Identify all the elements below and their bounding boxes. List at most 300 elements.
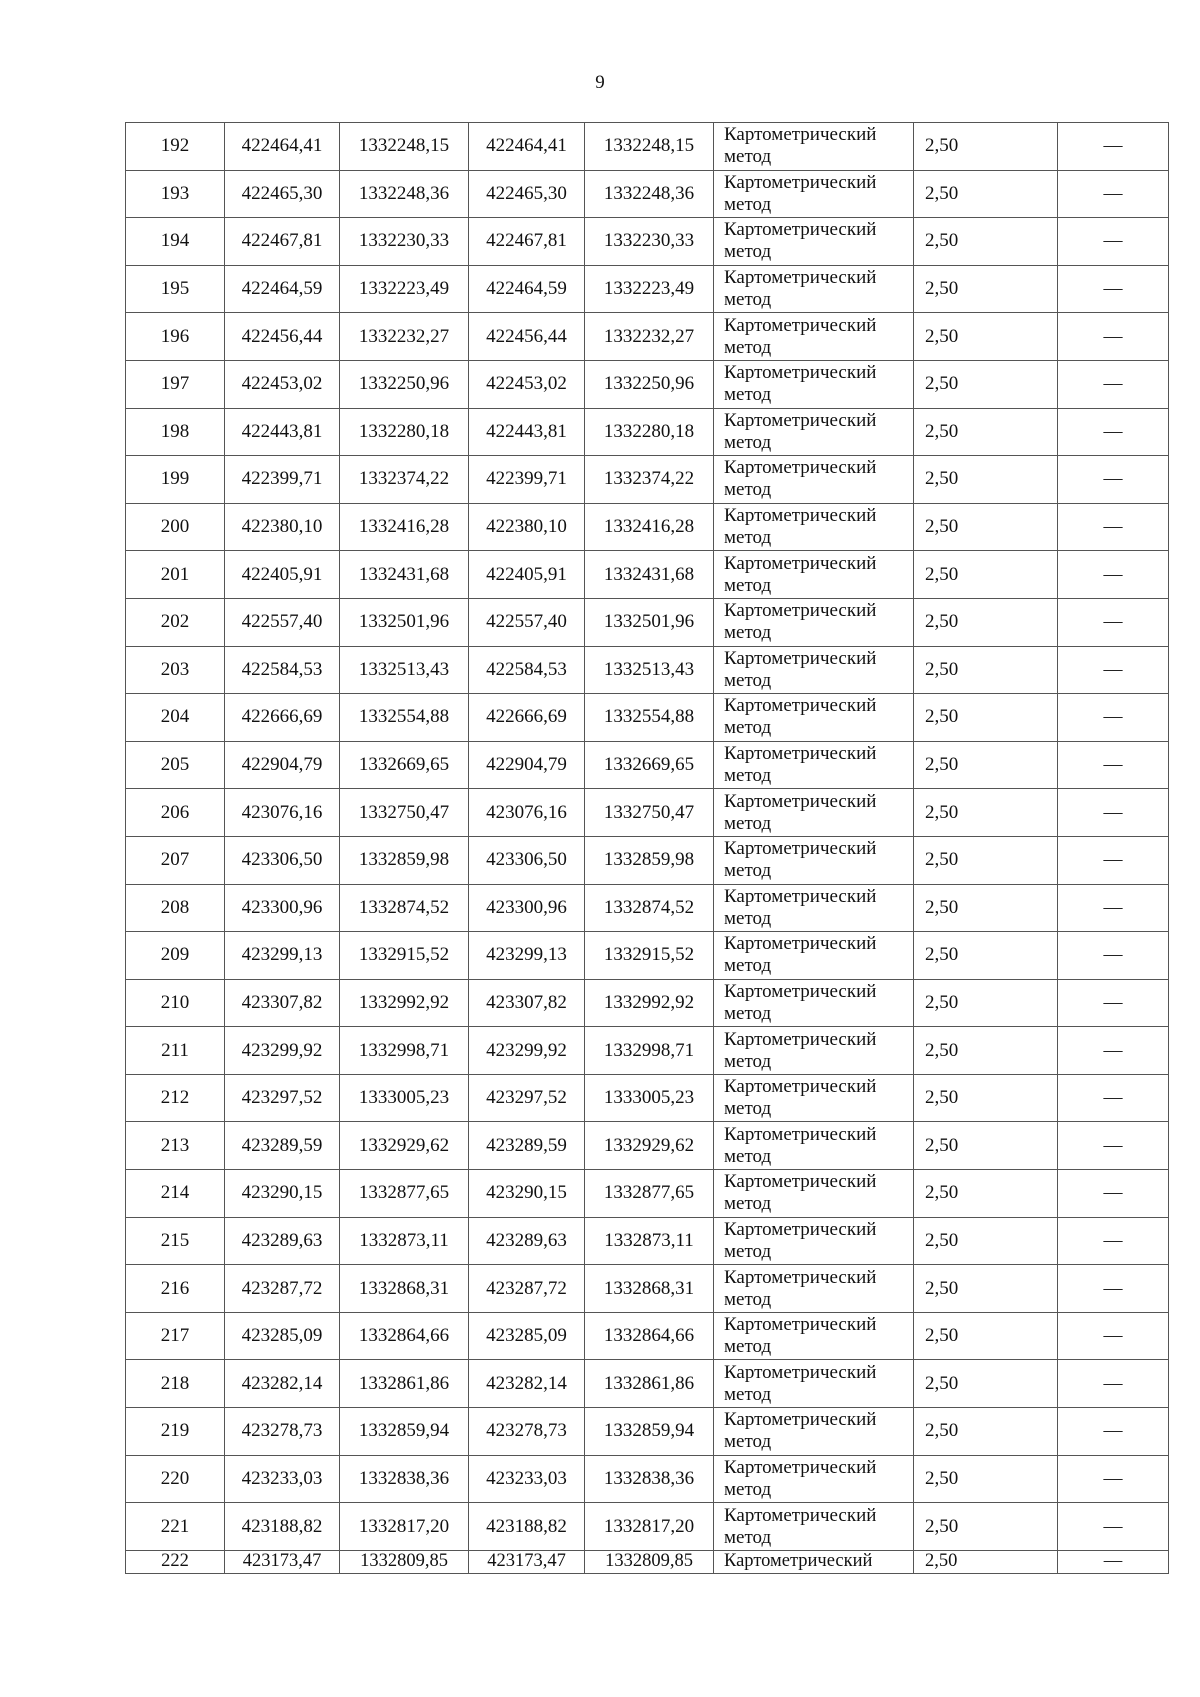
method-cell bbox=[714, 360, 914, 408]
new-y-cell: 1332877,65 bbox=[585, 1170, 714, 1218]
method-line-1: Картометрический bbox=[724, 790, 877, 812]
method-line-2: метод bbox=[724, 622, 772, 644]
method-line-2: метод bbox=[724, 527, 772, 549]
existing-x-cell: 423282,14 bbox=[225, 1360, 340, 1408]
description-cell: — bbox=[1058, 1217, 1169, 1265]
method-line-2: метод bbox=[724, 669, 772, 691]
method-line-2: метод bbox=[724, 717, 772, 739]
method-cell bbox=[714, 503, 914, 551]
point-number-cell: 221 bbox=[126, 1503, 225, 1551]
new-x-cell: 423278,73 bbox=[469, 1408, 585, 1456]
existing-x-cell: 423278,73 bbox=[225, 1408, 340, 1456]
point-number-cell: 204 bbox=[126, 694, 225, 742]
accuracy-cell: 2,50 bbox=[914, 170, 1058, 218]
existing-y-cell: 1332248,15 bbox=[340, 123, 469, 171]
existing-x-cell: 423306,50 bbox=[225, 836, 340, 884]
table-row bbox=[126, 789, 1169, 837]
method-cell bbox=[714, 789, 914, 837]
existing-y-cell: 1332232,27 bbox=[340, 313, 469, 361]
accuracy-cell: 2,50 bbox=[914, 884, 1058, 932]
new-y-cell: 1332915,52 bbox=[585, 932, 714, 980]
description-cell: — bbox=[1058, 456, 1169, 504]
method-line-1: Картометрический bbox=[724, 600, 877, 622]
new-x-cell: 423290,15 bbox=[469, 1170, 585, 1218]
point-number-cell: 205 bbox=[126, 741, 225, 789]
method-cell bbox=[714, 265, 914, 313]
existing-y-cell: 1332873,11 bbox=[340, 1217, 469, 1265]
new-y-cell: 1332232,27 bbox=[585, 313, 714, 361]
description-cell: — bbox=[1058, 1503, 1169, 1551]
new-x-cell: 422467,81 bbox=[469, 218, 585, 266]
existing-x-cell: 423289,59 bbox=[225, 1122, 340, 1170]
table-row bbox=[126, 932, 1169, 980]
method-line-2: метод bbox=[724, 574, 772, 596]
point-number-cell: 215 bbox=[126, 1217, 225, 1265]
existing-x-cell: 422453,02 bbox=[225, 360, 340, 408]
method-cell bbox=[714, 694, 914, 742]
table-row bbox=[126, 1074, 1169, 1122]
existing-x-cell: 423300,96 bbox=[225, 884, 340, 932]
point-number-cell: 203 bbox=[126, 646, 225, 694]
existing-x-cell: 422399,71 bbox=[225, 456, 340, 504]
method-cell bbox=[714, 170, 914, 218]
new-x-cell: 423076,16 bbox=[469, 789, 585, 837]
description-cell: — bbox=[1058, 836, 1169, 884]
point-number-cell: 200 bbox=[126, 503, 225, 551]
method-line-1: Картометрический bbox=[724, 505, 877, 527]
method-line-1: Картометрический bbox=[724, 933, 877, 955]
method-line-1: Картометрический bbox=[724, 695, 877, 717]
accuracy-cell: 2,50 bbox=[914, 265, 1058, 313]
method-line-1: Картометрический bbox=[724, 1218, 877, 1240]
table-row bbox=[126, 1408, 1169, 1456]
description-cell: — bbox=[1058, 170, 1169, 218]
existing-x-cell: 422380,10 bbox=[225, 503, 340, 551]
new-y-cell: 1332374,22 bbox=[585, 456, 714, 504]
method-cell bbox=[714, 1550, 914, 1573]
existing-x-cell: 422443,81 bbox=[225, 408, 340, 456]
existing-y-cell: 1332501,96 bbox=[340, 598, 469, 646]
description-cell: — bbox=[1058, 598, 1169, 646]
description-cell: — bbox=[1058, 503, 1169, 551]
existing-y-cell: 1332554,88 bbox=[340, 694, 469, 742]
new-y-cell: 1333005,23 bbox=[585, 1074, 714, 1122]
new-y-cell: 1332230,33 bbox=[585, 218, 714, 266]
new-y-cell: 1332873,11 bbox=[585, 1217, 714, 1265]
point-number-cell: 195 bbox=[126, 265, 225, 313]
method-line-1: Картометрический bbox=[724, 1171, 877, 1193]
description-cell: — bbox=[1058, 360, 1169, 408]
table-row bbox=[126, 360, 1169, 408]
point-number-cell: 201 bbox=[126, 551, 225, 599]
description-cell: — bbox=[1058, 1360, 1169, 1408]
table-row bbox=[126, 741, 1169, 789]
method-cell bbox=[714, 646, 914, 694]
existing-x-cell: 422405,91 bbox=[225, 551, 340, 599]
method-cell bbox=[714, 456, 914, 504]
existing-y-cell: 1332998,71 bbox=[340, 1027, 469, 1075]
accuracy-cell: 2,50 bbox=[914, 646, 1058, 694]
new-x-cell: 422453,02 bbox=[469, 360, 585, 408]
point-number-cell: 199 bbox=[126, 456, 225, 504]
new-y-cell: 1332750,47 bbox=[585, 789, 714, 837]
accuracy-cell: 2,50 bbox=[914, 408, 1058, 456]
description-cell: — bbox=[1058, 694, 1169, 742]
method-line-1: Картометрический bbox=[724, 1314, 877, 1336]
method-line-2: метод bbox=[724, 907, 772, 929]
new-x-cell: 422405,91 bbox=[469, 551, 585, 599]
existing-x-cell: 422464,59 bbox=[225, 265, 340, 313]
description-cell: — bbox=[1058, 408, 1169, 456]
existing-x-cell: 423233,03 bbox=[225, 1455, 340, 1503]
method-line-1: Картометрический bbox=[724, 838, 877, 860]
existing-y-cell: 1332230,33 bbox=[340, 218, 469, 266]
method-cell bbox=[714, 884, 914, 932]
point-number-cell: 193 bbox=[126, 170, 225, 218]
table-row bbox=[126, 1265, 1169, 1313]
new-y-cell: 1332817,20 bbox=[585, 1503, 714, 1551]
existing-y-cell: 1332817,20 bbox=[340, 1503, 469, 1551]
table-row bbox=[126, 1550, 1169, 1573]
existing-y-cell: 1332513,43 bbox=[340, 646, 469, 694]
method-line-1: Картометрический bbox=[724, 314, 877, 336]
new-x-cell: 423285,09 bbox=[469, 1312, 585, 1360]
table-row bbox=[126, 694, 1169, 742]
existing-x-cell: 423299,92 bbox=[225, 1027, 340, 1075]
description-cell: — bbox=[1058, 551, 1169, 599]
accuracy-cell: 2,50 bbox=[914, 503, 1058, 551]
accuracy-cell: 2,50 bbox=[914, 1408, 1058, 1456]
point-number-cell: 216 bbox=[126, 1265, 225, 1313]
table-row bbox=[126, 503, 1169, 551]
existing-y-cell: 1332431,68 bbox=[340, 551, 469, 599]
new-y-cell: 1332501,96 bbox=[585, 598, 714, 646]
new-x-cell: 423299,92 bbox=[469, 1027, 585, 1075]
description-cell: — bbox=[1058, 1170, 1169, 1218]
existing-y-cell: 1332669,65 bbox=[340, 741, 469, 789]
existing-y-cell: 1332838,36 bbox=[340, 1455, 469, 1503]
method-line-2: метод bbox=[724, 289, 772, 311]
description-cell: — bbox=[1058, 313, 1169, 361]
method-line-2: метод bbox=[724, 336, 772, 358]
table-row bbox=[126, 456, 1169, 504]
existing-y-cell: 1332877,65 bbox=[340, 1170, 469, 1218]
page-number: 9 bbox=[595, 72, 605, 93]
method-line-1: Картометрический bbox=[724, 219, 877, 241]
method-line-1: Картометрический bbox=[724, 1504, 877, 1526]
table-row bbox=[126, 884, 1169, 932]
new-y-cell: 1332513,43 bbox=[585, 646, 714, 694]
table-row bbox=[126, 646, 1169, 694]
method-line-2: метод bbox=[724, 1098, 772, 1120]
table-row bbox=[126, 123, 1169, 171]
method-cell bbox=[714, 598, 914, 646]
description-cell: — bbox=[1058, 123, 1169, 171]
method-line-1: Картометрический bbox=[724, 267, 877, 289]
new-x-cell: 422464,41 bbox=[469, 123, 585, 171]
new-x-cell: 422456,44 bbox=[469, 313, 585, 361]
existing-y-cell: 1332416,28 bbox=[340, 503, 469, 551]
method-cell bbox=[714, 1170, 914, 1218]
new-x-cell: 423297,52 bbox=[469, 1074, 585, 1122]
existing-x-cell: 423287,72 bbox=[225, 1265, 340, 1313]
existing-x-cell: 423173,47 bbox=[225, 1550, 340, 1573]
method-cell bbox=[714, 218, 914, 266]
new-y-cell: 1332859,98 bbox=[585, 836, 714, 884]
new-y-cell: 1332874,52 bbox=[585, 884, 714, 932]
new-y-cell: 1332992,92 bbox=[585, 979, 714, 1027]
method-cell bbox=[714, 1312, 914, 1360]
method-line-2: метод bbox=[724, 479, 772, 501]
accuracy-cell: 2,50 bbox=[914, 1360, 1058, 1408]
existing-x-cell: 422584,53 bbox=[225, 646, 340, 694]
existing-y-cell: 1332248,36 bbox=[340, 170, 469, 218]
new-x-cell: 422557,40 bbox=[469, 598, 585, 646]
new-y-cell: 1332431,68 bbox=[585, 551, 714, 599]
description-cell: — bbox=[1058, 1408, 1169, 1456]
description-cell: — bbox=[1058, 932, 1169, 980]
method-line-1: Картометрический bbox=[724, 362, 877, 384]
point-number-cell: 192 bbox=[126, 123, 225, 171]
table-row bbox=[126, 1027, 1169, 1075]
new-x-cell: 423299,13 bbox=[469, 932, 585, 980]
method-line-1: Картометрический bbox=[724, 980, 877, 1002]
method-line-2: метод bbox=[724, 1383, 772, 1405]
existing-x-cell: 422465,30 bbox=[225, 170, 340, 218]
method-line-2: метод bbox=[724, 1336, 772, 1358]
table-row bbox=[126, 1360, 1169, 1408]
description-cell: — bbox=[1058, 741, 1169, 789]
method-cell bbox=[714, 1074, 914, 1122]
accuracy-cell: 2,50 bbox=[914, 313, 1058, 361]
description-cell: — bbox=[1058, 1550, 1169, 1573]
existing-x-cell: 423076,16 bbox=[225, 789, 340, 837]
existing-y-cell: 1332992,92 bbox=[340, 979, 469, 1027]
existing-y-cell: 1332864,66 bbox=[340, 1312, 469, 1360]
accuracy-cell: 2,50 bbox=[914, 741, 1058, 789]
method-cell bbox=[714, 741, 914, 789]
new-y-cell: 1332416,28 bbox=[585, 503, 714, 551]
method-line-1: Картометрический bbox=[724, 1550, 873, 1571]
new-x-cell: 423173,47 bbox=[469, 1550, 585, 1573]
method-line-1: Картометрический bbox=[724, 1123, 877, 1145]
method-line-2: метод bbox=[724, 955, 772, 977]
method-line-2: метод bbox=[724, 384, 772, 406]
table-row bbox=[126, 1217, 1169, 1265]
point-number-cell: 208 bbox=[126, 884, 225, 932]
method-line-1: Картометрический bbox=[724, 743, 877, 765]
table-row bbox=[126, 598, 1169, 646]
existing-y-cell: 1332874,52 bbox=[340, 884, 469, 932]
new-x-cell: 422464,59 bbox=[469, 265, 585, 313]
method-cell bbox=[714, 313, 914, 361]
table-body bbox=[126, 123, 1169, 1574]
existing-y-cell: 1332861,86 bbox=[340, 1360, 469, 1408]
method-line-2: метод bbox=[724, 241, 772, 263]
method-line-1: Картометрический bbox=[724, 885, 877, 907]
point-number-cell: 219 bbox=[126, 1408, 225, 1456]
new-y-cell: 1332859,94 bbox=[585, 1408, 714, 1456]
existing-x-cell: 423307,82 bbox=[225, 979, 340, 1027]
point-number-cell: 222 bbox=[126, 1550, 225, 1573]
new-x-cell: 422584,53 bbox=[469, 646, 585, 694]
new-y-cell: 1332864,66 bbox=[585, 1312, 714, 1360]
table-row bbox=[126, 408, 1169, 456]
new-y-cell: 1332554,88 bbox=[585, 694, 714, 742]
method-cell bbox=[714, 836, 914, 884]
accuracy-cell: 2,50 bbox=[914, 1312, 1058, 1360]
description-cell: — bbox=[1058, 265, 1169, 313]
new-x-cell: 423282,14 bbox=[469, 1360, 585, 1408]
method-cell bbox=[714, 1122, 914, 1170]
point-number-cell: 202 bbox=[126, 598, 225, 646]
method-line-2: метод bbox=[724, 1431, 772, 1453]
existing-x-cell: 422666,69 bbox=[225, 694, 340, 742]
existing-x-cell: 423188,82 bbox=[225, 1503, 340, 1551]
method-line-1: Картометрический bbox=[724, 124, 877, 146]
point-number-cell: 206 bbox=[126, 789, 225, 837]
existing-y-cell: 1333005,23 bbox=[340, 1074, 469, 1122]
accuracy-cell: 2,50 bbox=[914, 551, 1058, 599]
new-x-cell: 423287,72 bbox=[469, 1265, 585, 1313]
existing-x-cell: 422904,79 bbox=[225, 741, 340, 789]
table-row bbox=[126, 218, 1169, 266]
method-line-2: метод bbox=[724, 1288, 772, 1310]
point-number-cell: 211 bbox=[126, 1027, 225, 1075]
accuracy-cell: 2,50 bbox=[914, 1217, 1058, 1265]
point-number-cell: 212 bbox=[126, 1074, 225, 1122]
existing-x-cell: 423289,63 bbox=[225, 1217, 340, 1265]
point-number-cell: 194 bbox=[126, 218, 225, 266]
description-cell: — bbox=[1058, 1312, 1169, 1360]
table-row bbox=[126, 265, 1169, 313]
method-line-1: Картометрический bbox=[724, 647, 877, 669]
new-y-cell: 1332868,31 bbox=[585, 1265, 714, 1313]
accuracy-cell: 2,50 bbox=[914, 932, 1058, 980]
accuracy-cell: 2,50 bbox=[914, 1027, 1058, 1075]
table-row bbox=[126, 1503, 1169, 1551]
point-number-cell: 220 bbox=[126, 1455, 225, 1503]
method-line-1: Картометрический bbox=[724, 409, 877, 431]
accuracy-cell: 2,50 bbox=[914, 218, 1058, 266]
new-y-cell: 1332861,86 bbox=[585, 1360, 714, 1408]
new-x-cell: 423289,59 bbox=[469, 1122, 585, 1170]
new-x-cell: 423289,63 bbox=[469, 1217, 585, 1265]
method-line-1: Картометрический bbox=[724, 1266, 877, 1288]
accuracy-cell: 2,50 bbox=[914, 1074, 1058, 1122]
accuracy-cell: 2,50 bbox=[914, 1503, 1058, 1551]
method-cell bbox=[714, 1408, 914, 1456]
description-cell: — bbox=[1058, 1265, 1169, 1313]
description-cell: — bbox=[1058, 1455, 1169, 1503]
method-line-1: Картометрический bbox=[724, 457, 877, 479]
accuracy-cell: 2,50 bbox=[914, 456, 1058, 504]
method-line-2: метод bbox=[724, 1050, 772, 1072]
new-x-cell: 422399,71 bbox=[469, 456, 585, 504]
method-line-2: метод bbox=[724, 1478, 772, 1500]
accuracy-cell: 2,50 bbox=[914, 1455, 1058, 1503]
new-x-cell: 423306,50 bbox=[469, 836, 585, 884]
method-line-2: метод bbox=[724, 193, 772, 215]
existing-x-cell: 422557,40 bbox=[225, 598, 340, 646]
table-row bbox=[126, 170, 1169, 218]
description-cell: — bbox=[1058, 646, 1169, 694]
new-y-cell: 1332669,65 bbox=[585, 741, 714, 789]
method-cell bbox=[714, 979, 914, 1027]
new-x-cell: 422380,10 bbox=[469, 503, 585, 551]
new-x-cell: 422666,69 bbox=[469, 694, 585, 742]
point-number-cell: 209 bbox=[126, 932, 225, 980]
new-y-cell: 1332248,15 bbox=[585, 123, 714, 171]
existing-y-cell: 1332750,47 bbox=[340, 789, 469, 837]
method-line-2: метод bbox=[724, 860, 772, 882]
table-row bbox=[126, 1170, 1169, 1218]
method-line-1: Картометрический bbox=[724, 552, 877, 574]
point-number-cell: 196 bbox=[126, 313, 225, 361]
accuracy-cell: 2,50 bbox=[914, 836, 1058, 884]
method-line-1: Картометрический bbox=[724, 1409, 877, 1431]
accuracy-cell: 2,50 bbox=[914, 1550, 1058, 1573]
method-line-2: метод bbox=[724, 431, 772, 453]
method-line-1: Картометрический bbox=[724, 1076, 877, 1098]
accuracy-cell: 2,50 bbox=[914, 789, 1058, 837]
method-cell bbox=[714, 1360, 914, 1408]
existing-x-cell: 423285,09 bbox=[225, 1312, 340, 1360]
new-x-cell: 423188,82 bbox=[469, 1503, 585, 1551]
table-row bbox=[126, 551, 1169, 599]
new-x-cell: 422465,30 bbox=[469, 170, 585, 218]
new-y-cell: 1332998,71 bbox=[585, 1027, 714, 1075]
method-cell bbox=[714, 408, 914, 456]
new-y-cell: 1332250,96 bbox=[585, 360, 714, 408]
point-number-cell: 210 bbox=[126, 979, 225, 1027]
method-line-2: метод bbox=[724, 1526, 772, 1548]
accuracy-cell: 2,50 bbox=[914, 1170, 1058, 1218]
method-line-1: Картометрический bbox=[724, 1361, 877, 1383]
existing-x-cell: 422464,41 bbox=[225, 123, 340, 171]
description-cell: — bbox=[1058, 218, 1169, 266]
method-cell bbox=[714, 1265, 914, 1313]
existing-y-cell: 1332859,94 bbox=[340, 1408, 469, 1456]
method-line-2: метод bbox=[724, 812, 772, 834]
method-line-1: Картометрический bbox=[724, 1028, 877, 1050]
existing-y-cell: 1332868,31 bbox=[340, 1265, 469, 1313]
accuracy-cell: 2,50 bbox=[914, 360, 1058, 408]
point-number-cell: 218 bbox=[126, 1360, 225, 1408]
existing-x-cell: 423299,13 bbox=[225, 932, 340, 980]
method-cell bbox=[714, 932, 914, 980]
coordinates-table bbox=[125, 122, 1169, 1574]
new-y-cell: 1332809,85 bbox=[585, 1550, 714, 1573]
existing-x-cell: 423290,15 bbox=[225, 1170, 340, 1218]
new-y-cell: 1332280,18 bbox=[585, 408, 714, 456]
accuracy-cell: 2,50 bbox=[914, 1265, 1058, 1313]
method-cell bbox=[714, 1217, 914, 1265]
point-number-cell: 213 bbox=[126, 1122, 225, 1170]
new-y-cell: 1332248,36 bbox=[585, 170, 714, 218]
method-cell bbox=[714, 1455, 914, 1503]
existing-y-cell: 1332250,96 bbox=[340, 360, 469, 408]
table-row bbox=[126, 979, 1169, 1027]
new-x-cell: 422443,81 bbox=[469, 408, 585, 456]
description-cell: — bbox=[1058, 1122, 1169, 1170]
accuracy-cell: 2,50 bbox=[914, 1122, 1058, 1170]
new-y-cell: 1332223,49 bbox=[585, 265, 714, 313]
existing-y-cell: 1332859,98 bbox=[340, 836, 469, 884]
description-cell: — bbox=[1058, 789, 1169, 837]
existing-x-cell: 423297,52 bbox=[225, 1074, 340, 1122]
description-cell: — bbox=[1058, 979, 1169, 1027]
